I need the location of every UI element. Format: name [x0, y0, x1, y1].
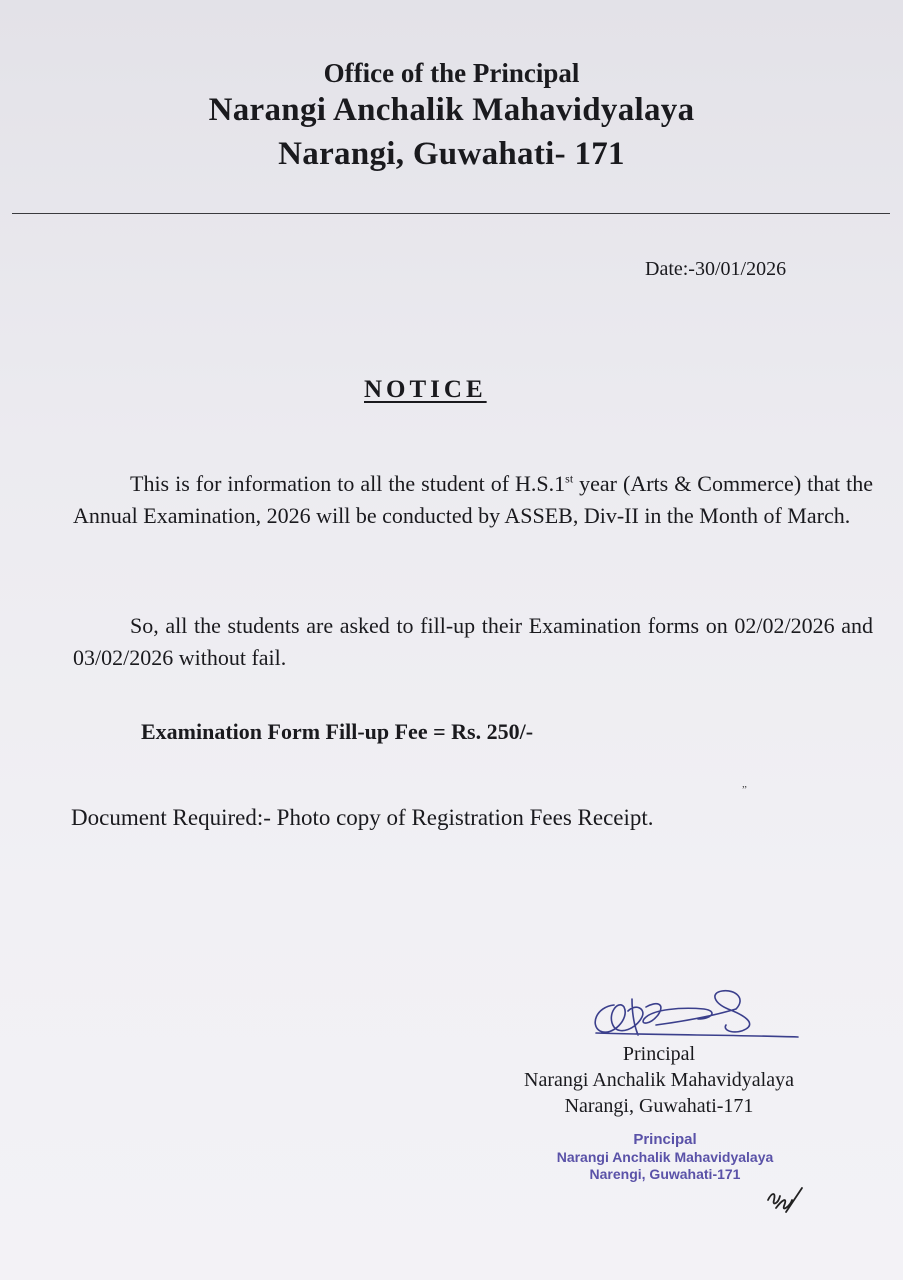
- paragraph-exam-info: [73, 468, 873, 532]
- paragraph-form-dates: So, all the students are asked to fill-up their Examination forms on 02/02/2026 and 03/02/2026 without fail.: [73, 613, 873, 670]
- notice-date: Date:-30/01/2026: [645, 258, 787, 280]
- signatory-institution: Narangi Anchalik Mahavidyalaya: [524, 1069, 794, 1091]
- signatory-title: Principal: [622, 1043, 696, 1065]
- header-divider: [12, 213, 890, 214]
- header-office: Office of the Principal: [323, 58, 580, 88]
- stamp-initials: [762, 1182, 804, 1214]
- stamp-address: Narengi, Guwahati-171: [589, 1166, 741, 1182]
- paragraph-exam-info-start: This is for information to all the student of H.S.1: [130, 471, 566, 496]
- ordinal-suffix: st: [565, 471, 574, 486]
- paragraph-exam-info-end: year (Arts & Commerce) that the Annual Examination, 2026 will be conducted by ASSEB, Div-II in the Month of March.: [73, 471, 873, 528]
- fee-line: Examination Form Fill-up Fee = Rs. 250/-: [141, 719, 534, 744]
- principal-signature: [586, 985, 801, 1045]
- notice-title: NOTICE: [364, 376, 487, 403]
- stray-mark: ”: [742, 784, 747, 796]
- document-required: Document Required:- Photo copy of Registration Fees Receipt.: [71, 805, 654, 830]
- stamp-institution: Narangi Anchalik Mahavidyalaya: [556, 1149, 774, 1165]
- signatory-address: Narangi, Guwahati-171: [564, 1095, 754, 1117]
- stamp-title: Principal: [633, 1131, 697, 1148]
- header-college-name: Narangi Anchalik Mahavidyalaya: [208, 92, 695, 128]
- header-address: Narangi, Guwahati- 171: [278, 136, 625, 172]
